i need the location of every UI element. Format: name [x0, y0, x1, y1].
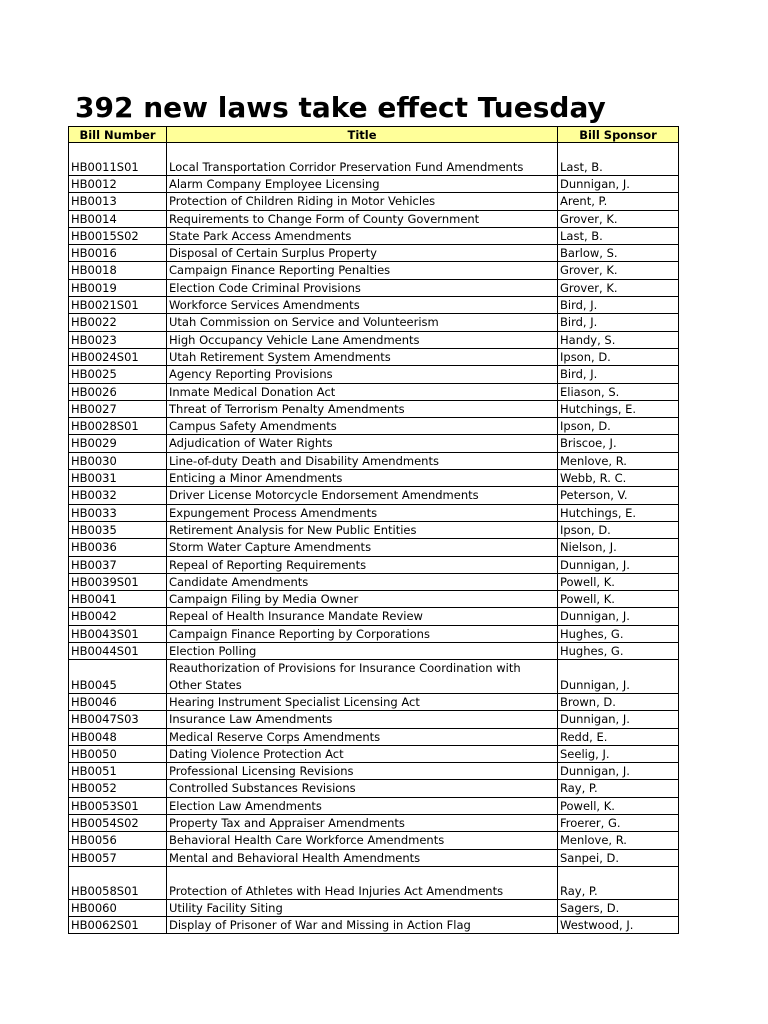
bill-number-cell: HB0043S01	[69, 625, 167, 642]
table-row	[69, 435, 679, 452]
title-cell: Property Tax and Appraiser Amendments	[167, 814, 558, 831]
title-cell: Disposal of Certain Surplus Property	[167, 245, 558, 262]
table-row	[69, 763, 679, 780]
title-cell: Alarm Company Employee Licensing	[167, 176, 558, 193]
bill-number-cell: HB0025	[69, 366, 167, 383]
table-row	[69, 245, 679, 262]
sponsor-cell: Hughes, G.	[558, 643, 679, 660]
title-cell: Utah Commission on Service and Volunteerism	[167, 314, 558, 331]
table-row	[69, 899, 679, 916]
table-row	[69, 866, 679, 899]
table-row	[69, 625, 679, 642]
table-row	[69, 297, 679, 314]
bill-number-cell: HB0015S02	[69, 227, 167, 244]
bill-number-cell: HB0032	[69, 487, 167, 504]
table-row	[69, 331, 679, 348]
bill-number-cell: HB0048	[69, 728, 167, 745]
table-row	[69, 693, 679, 710]
bill-number-cell: HB0033	[69, 504, 167, 521]
bill-number-cell: HB0044S01	[69, 643, 167, 660]
sponsor-cell: Powell, K.	[558, 573, 679, 590]
bill-number-cell: HB0018	[69, 262, 167, 279]
title-cell: Reauthorization of Provisions for Insurance Coordination with Other States	[167, 660, 558, 694]
sponsor-cell: Arent, P.	[558, 193, 679, 210]
bill-number-cell: HB0039S01	[69, 573, 167, 590]
sponsor-cell: Nielson, J.	[558, 539, 679, 556]
bill-number-cell: HB0035	[69, 521, 167, 538]
title-cell: Retirement Analysis for New Public Entities	[167, 521, 558, 538]
title-cell: Election Law Amendments	[167, 797, 558, 814]
sponsor-cell: Hutchings, E.	[558, 504, 679, 521]
title-cell: Agency Reporting Provisions	[167, 366, 558, 383]
column-header-title: Title	[167, 127, 558, 143]
sponsor-cell: Powell, K.	[558, 591, 679, 608]
sponsor-cell: Barlow, S.	[558, 245, 679, 262]
table-row	[69, 797, 679, 814]
bill-number-cell: HB0050	[69, 745, 167, 762]
table-row	[69, 643, 679, 660]
title-cell: Utility Facility Siting	[167, 899, 558, 916]
title-cell: State Park Access Amendments	[167, 227, 558, 244]
table-row	[69, 262, 679, 279]
bill-number-cell: HB0023	[69, 331, 167, 348]
table-row	[69, 143, 679, 176]
column-header-bill-number: Bill Number	[69, 127, 167, 143]
bill-number-cell: HB0058S01	[69, 866, 167, 899]
sponsor-cell: Handy, S.	[558, 331, 679, 348]
title-cell: Behavioral Health Care Workforce Amendments	[167, 832, 558, 849]
sponsor-cell: Dunnigan, J.	[558, 763, 679, 780]
table-row	[69, 193, 679, 210]
title-cell: Medical Reserve Corps Amendments	[167, 728, 558, 745]
title-cell: Campaign Finance Reporting by Corporations	[167, 625, 558, 642]
table-row	[69, 745, 679, 762]
bill-number-cell: HB0026	[69, 383, 167, 400]
title-cell: Campus Safety Amendments	[167, 418, 558, 435]
sponsor-cell: Hughes, G.	[558, 625, 679, 642]
table-header-row	[69, 127, 679, 143]
title-cell: Election Polling	[167, 643, 558, 660]
table-row	[69, 366, 679, 383]
table-row	[69, 556, 679, 573]
table-row	[69, 487, 679, 504]
title-cell: Professional Licensing Revisions	[167, 763, 558, 780]
sponsor-cell: Powell, K.	[558, 797, 679, 814]
sponsor-cell: Bird, J.	[558, 297, 679, 314]
title-cell: Controlled Substances Revisions	[167, 780, 558, 797]
sponsor-cell: Seelig, J.	[558, 745, 679, 762]
sponsor-cell: Dunnigan, J.	[558, 660, 679, 694]
sponsor-cell: Ray, P.	[558, 780, 679, 797]
title-cell: Requirements to Change Form of County Government	[167, 210, 558, 227]
table-row	[69, 917, 679, 934]
title-cell: Threat of Terrorism Penalty Amendments	[167, 400, 558, 417]
bill-number-cell: HB0042	[69, 608, 167, 625]
title-cell: Adjudication of Water Rights	[167, 435, 558, 452]
table-row	[69, 383, 679, 400]
title-cell: Inmate Medical Donation Act	[167, 383, 558, 400]
bill-number-cell: HB0013	[69, 193, 167, 210]
sponsor-cell: Last, B.	[558, 143, 679, 176]
bill-number-cell: HB0021S01	[69, 297, 167, 314]
bill-number-cell: HB0062S01	[69, 917, 167, 934]
title-cell: Local Transportation Corridor Preservation Fund Amendments	[167, 143, 558, 176]
title-cell: Storm Water Capture Amendments	[167, 539, 558, 556]
bill-number-cell: HB0036	[69, 539, 167, 556]
bill-number-cell: HB0029	[69, 435, 167, 452]
bill-number-cell: HB0041	[69, 591, 167, 608]
title-cell: Election Code Criminal Provisions	[167, 279, 558, 296]
title-cell: Mental and Behavioral Health Amendments	[167, 849, 558, 866]
title-cell: Driver License Motorcycle Endorsement Amendments	[167, 487, 558, 504]
sponsor-cell: Ipson, D.	[558, 418, 679, 435]
bill-number-cell: HB0047S03	[69, 711, 167, 728]
bill-number-cell: HB0054S02	[69, 814, 167, 831]
title-cell: Display of Prisoner of War and Missing in Action Flag	[167, 917, 558, 934]
sponsor-cell: Grover, K.	[558, 279, 679, 296]
table-row	[69, 573, 679, 590]
title-cell: Campaign Filing by Media Owner	[167, 591, 558, 608]
table-row	[69, 591, 679, 608]
table-row	[69, 314, 679, 331]
table-row	[69, 728, 679, 745]
sponsor-cell: Bird, J.	[558, 366, 679, 383]
sponsor-cell: Ipson, D.	[558, 348, 679, 365]
table-row	[69, 227, 679, 244]
sponsor-cell: Eliason, S.	[558, 383, 679, 400]
title-cell: Candidate Amendments	[167, 573, 558, 590]
bill-number-cell: HB0016	[69, 245, 167, 262]
table-row	[69, 400, 679, 417]
table-row	[69, 539, 679, 556]
table-row	[69, 210, 679, 227]
bill-number-cell: HB0046	[69, 693, 167, 710]
sponsor-cell: Bird, J.	[558, 314, 679, 331]
sponsor-cell: Grover, K.	[558, 262, 679, 279]
title-cell: Dating Violence Protection Act	[167, 745, 558, 762]
sponsor-cell: Ray, P.	[558, 866, 679, 899]
table-row	[69, 504, 679, 521]
title-cell: Hearing Instrument Specialist Licensing Act	[167, 693, 558, 710]
table-row	[69, 660, 679, 694]
bill-number-cell: HB0053S01	[69, 797, 167, 814]
page-title: 392 new laws take effect Tuesday	[75, 91, 606, 124]
table-row	[69, 521, 679, 538]
table-row	[69, 176, 679, 193]
bill-number-cell: HB0024S01	[69, 348, 167, 365]
table-row	[69, 780, 679, 797]
sponsor-cell: Brown, D.	[558, 693, 679, 710]
bill-number-cell: HB0051	[69, 763, 167, 780]
table-row	[69, 279, 679, 296]
title-cell: Protection of Athletes with Head Injuries Act Amendments	[167, 866, 558, 899]
title-cell: Insurance Law Amendments	[167, 711, 558, 728]
title-cell: Workforce Services Amendments	[167, 297, 558, 314]
sponsor-cell: Hutchings, E.	[558, 400, 679, 417]
sponsor-cell: Sanpei, D.	[558, 849, 679, 866]
sponsor-cell: Webb, R. C.	[558, 470, 679, 487]
table-row	[69, 452, 679, 469]
bill-number-cell: HB0019	[69, 279, 167, 296]
sponsor-cell: Peterson, V.	[558, 487, 679, 504]
table-row	[69, 348, 679, 365]
sponsor-cell: Froerer, G.	[558, 814, 679, 831]
bill-number-cell: HB0031	[69, 470, 167, 487]
sponsor-cell: Ipson, D.	[558, 521, 679, 538]
table-row	[69, 849, 679, 866]
table-row	[69, 470, 679, 487]
title-cell: Repeal of Health Insurance Mandate Review	[167, 608, 558, 625]
sponsor-cell: Menlove, R.	[558, 452, 679, 469]
table-row	[69, 832, 679, 849]
bill-number-cell: HB0028S01	[69, 418, 167, 435]
bill-number-cell: HB0030	[69, 452, 167, 469]
sponsor-cell: Last, B.	[558, 227, 679, 244]
title-cell: High Occupancy Vehicle Lane Amendments	[167, 331, 558, 348]
sponsor-cell: Dunnigan, J.	[558, 711, 679, 728]
sponsor-cell: Westwood, J.	[558, 917, 679, 934]
title-cell: Expungement Process Amendments	[167, 504, 558, 521]
laws-table	[68, 126, 679, 934]
bill-number-cell: HB0011S01	[69, 143, 167, 176]
bill-number-cell: HB0060	[69, 899, 167, 916]
title-cell: Repeal of Reporting Requirements	[167, 556, 558, 573]
table-row	[69, 608, 679, 625]
table-row	[69, 814, 679, 831]
sponsor-cell: Redd, E.	[558, 728, 679, 745]
sponsor-cell: Menlove, R.	[558, 832, 679, 849]
title-cell: Campaign Finance Reporting Penalties	[167, 262, 558, 279]
bill-number-cell: HB0057	[69, 849, 167, 866]
column-header-bill-sponsor: Bill Sponsor	[558, 127, 679, 143]
bill-number-cell: HB0056	[69, 832, 167, 849]
bill-number-cell: HB0045	[69, 660, 167, 694]
sponsor-cell: Grover, K.	[558, 210, 679, 227]
sponsor-cell: Sagers, D.	[558, 899, 679, 916]
sponsor-cell: Dunnigan, J.	[558, 556, 679, 573]
table-row	[69, 418, 679, 435]
sponsor-cell: Dunnigan, J.	[558, 608, 679, 625]
bill-number-cell: HB0014	[69, 210, 167, 227]
bill-number-cell: HB0027	[69, 400, 167, 417]
bill-number-cell: HB0037	[69, 556, 167, 573]
bill-number-cell: HB0022	[69, 314, 167, 331]
bill-number-cell: HB0012	[69, 176, 167, 193]
sponsor-cell: Briscoe, J.	[558, 435, 679, 452]
title-cell: Enticing a Minor Amendments	[167, 470, 558, 487]
title-cell: Line-of-duty Death and Disability Amendments	[167, 452, 558, 469]
sponsor-cell: Dunnigan, J.	[558, 176, 679, 193]
title-cell: Protection of Children Riding in Motor Vehicles	[167, 193, 558, 210]
bill-number-cell: HB0052	[69, 780, 167, 797]
table-row	[69, 711, 679, 728]
title-cell: Utah Retirement System Amendments	[167, 348, 558, 365]
